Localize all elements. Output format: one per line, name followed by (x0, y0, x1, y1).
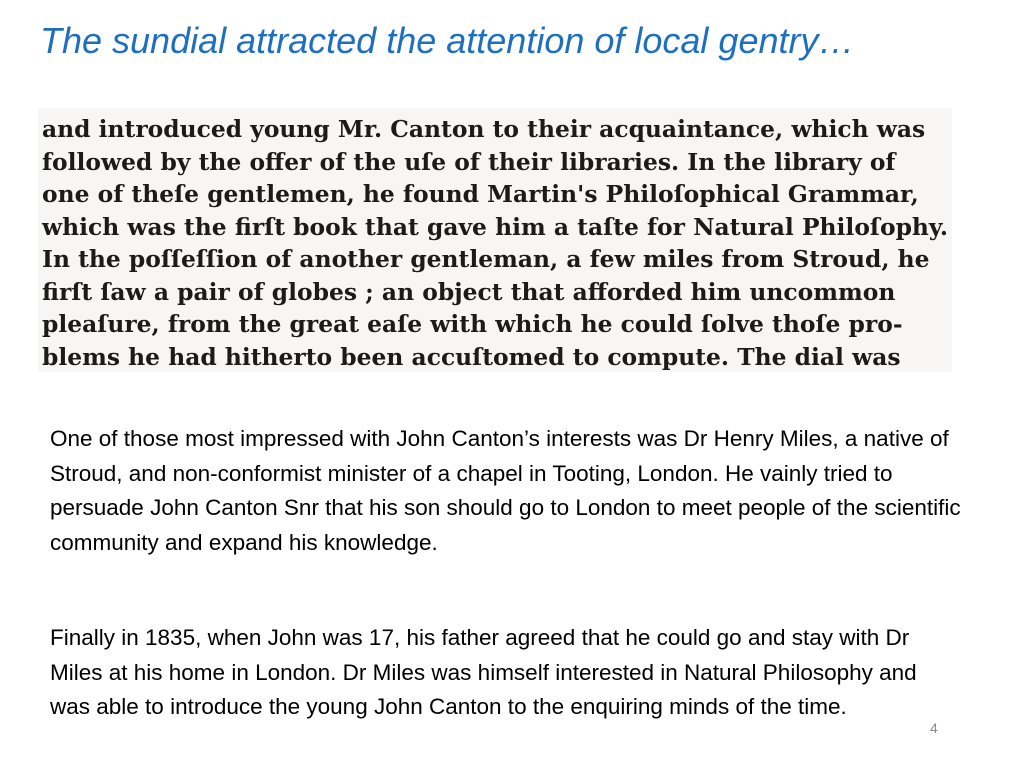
scan-line: In the poſſeſſion of another gentleman, a few miles from Stroud, he (42, 246, 930, 273)
scan-line: one of theſe gentlemen, he found Martin's Philoſophical Grammar, (42, 181, 919, 208)
slide-title: The sundial attracted the attention of local gentry… (40, 20, 855, 61)
scan-line: and introduced young Mr. Canton to their acquaintance, which was (42, 116, 926, 143)
scan-line: firſt ſaw a pair of globes ; an object that afforded him uncommon (42, 278, 896, 306)
scan-line: pleaſure, from the great eaſe with which he could ſolve thoſe pro- (42, 311, 903, 338)
scan-line: blems he had hitherto been accuſtomed to compute. The dial was (42, 343, 901, 371)
scan-line: followed by the offer of the uſe of their libraries. In the library of (42, 148, 896, 176)
scan-line: which was the firſt book that gave him a taſte for Natural Philoſophy. (42, 213, 948, 241)
body-paragraph: Finally in 1835, when John was 17, his father agreed that he could go and stay with Dr Miles at his home in London. Dr Miles was himself interested in Natural Philosophy and was able to introduce the young John Canton to the enquiring minds of the time. (50, 625, 917, 719)
body-paragraph: One of those most impressed with John Canton’s interests was Dr Henry Miles, a native of Stroud, and non-conformist minister of a chapel in Tooting, London. He vainly tried to persuade John Canton Snr that his son should go to London to meet people of the scientific community and expand his knowledge. (50, 426, 961, 555)
scanned-book-excerpt (38, 108, 952, 372)
slide-number: 4 (930, 720, 938, 736)
